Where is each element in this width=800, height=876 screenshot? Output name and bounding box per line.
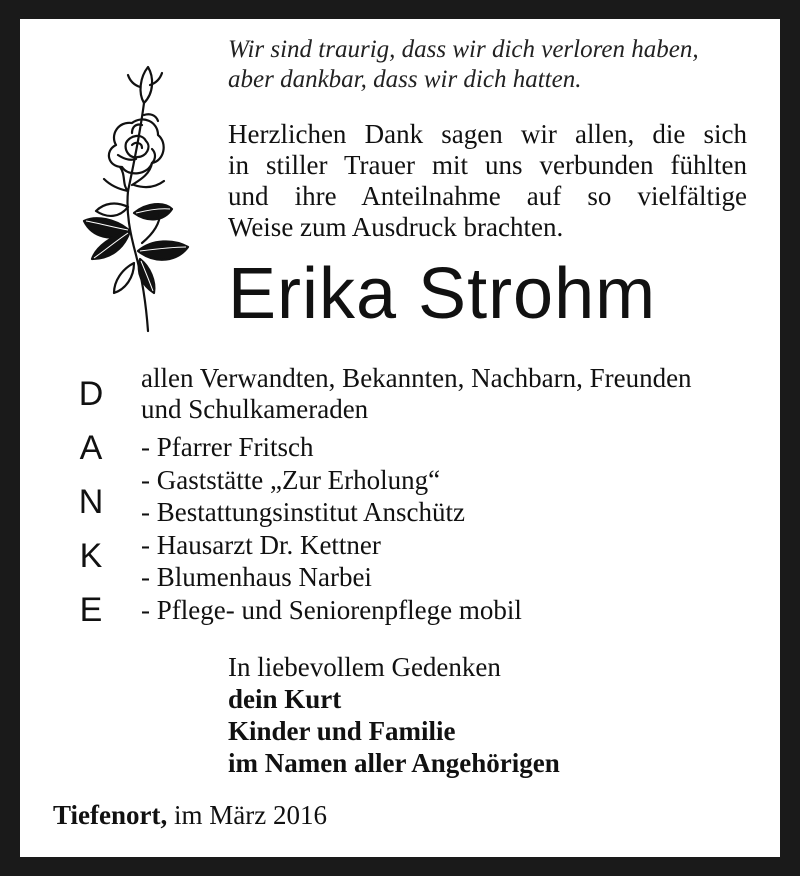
list-item: - Blumenhaus Narbei bbox=[141, 562, 372, 592]
list-item: - Pfarrer Fritsch bbox=[141, 432, 314, 462]
signature-line: im Namen aller Angehörigen bbox=[228, 748, 560, 778]
place-date bbox=[53, 799, 327, 831]
motto-line: aber dankbar, dass wir dich hatten. bbox=[228, 66, 582, 93]
danke-letter: E bbox=[79, 591, 103, 629]
thanks-list bbox=[141, 431, 522, 626]
recipients-line: und Schulkameraden bbox=[141, 394, 369, 424]
recipients-line: allen Verwandten, Bekannten, Nachbarn, Freunden bbox=[141, 363, 692, 393]
place-date-text: im März 2016 bbox=[173, 800, 327, 830]
list-item: - Pflege- und Seniorenpflege mobil bbox=[141, 594, 522, 625]
obituary-card bbox=[20, 19, 780, 857]
motto bbox=[228, 35, 699, 95]
list-item: - Hausarzt Dr. Kettner bbox=[141, 529, 381, 560]
motto-line: Wir sind traurig, dass wir dich verloren haben, bbox=[228, 36, 699, 63]
thanks-line: und ihre Anteilnahme auf so vielfältige bbox=[228, 181, 747, 211]
list-item: - Bestattungsinstitut Anschütz bbox=[141, 497, 465, 527]
place-town: Tiefenort, bbox=[53, 800, 168, 830]
signature-line: Kinder und Familie bbox=[228, 716, 456, 746]
signature-line: dein Kurt bbox=[228, 684, 342, 714]
danke-letter: K bbox=[79, 537, 103, 575]
rose-icon bbox=[56, 63, 198, 335]
deceased-name: Erika Strohm bbox=[228, 254, 657, 334]
thanks-paragraph bbox=[228, 119, 747, 243]
thanks-line: Herzlichen Dank sagen wir allen, die sich bbox=[228, 119, 747, 149]
signature-intro: In liebevollem Gedenken bbox=[228, 652, 501, 682]
danke-letter: D bbox=[78, 375, 104, 413]
list-item: - Gaststätte „Zur Erholung“ bbox=[141, 464, 441, 495]
danke-vertical bbox=[76, 367, 106, 637]
danke-letter: N bbox=[78, 483, 104, 521]
recipients bbox=[141, 363, 692, 425]
thanks-line: Weise zum Ausdruck brachten. bbox=[228, 212, 564, 242]
danke-letter: A bbox=[79, 429, 103, 467]
signature bbox=[228, 651, 560, 779]
thanks-line: in stiller Trauer mit uns verbunden fühlten bbox=[228, 150, 747, 180]
